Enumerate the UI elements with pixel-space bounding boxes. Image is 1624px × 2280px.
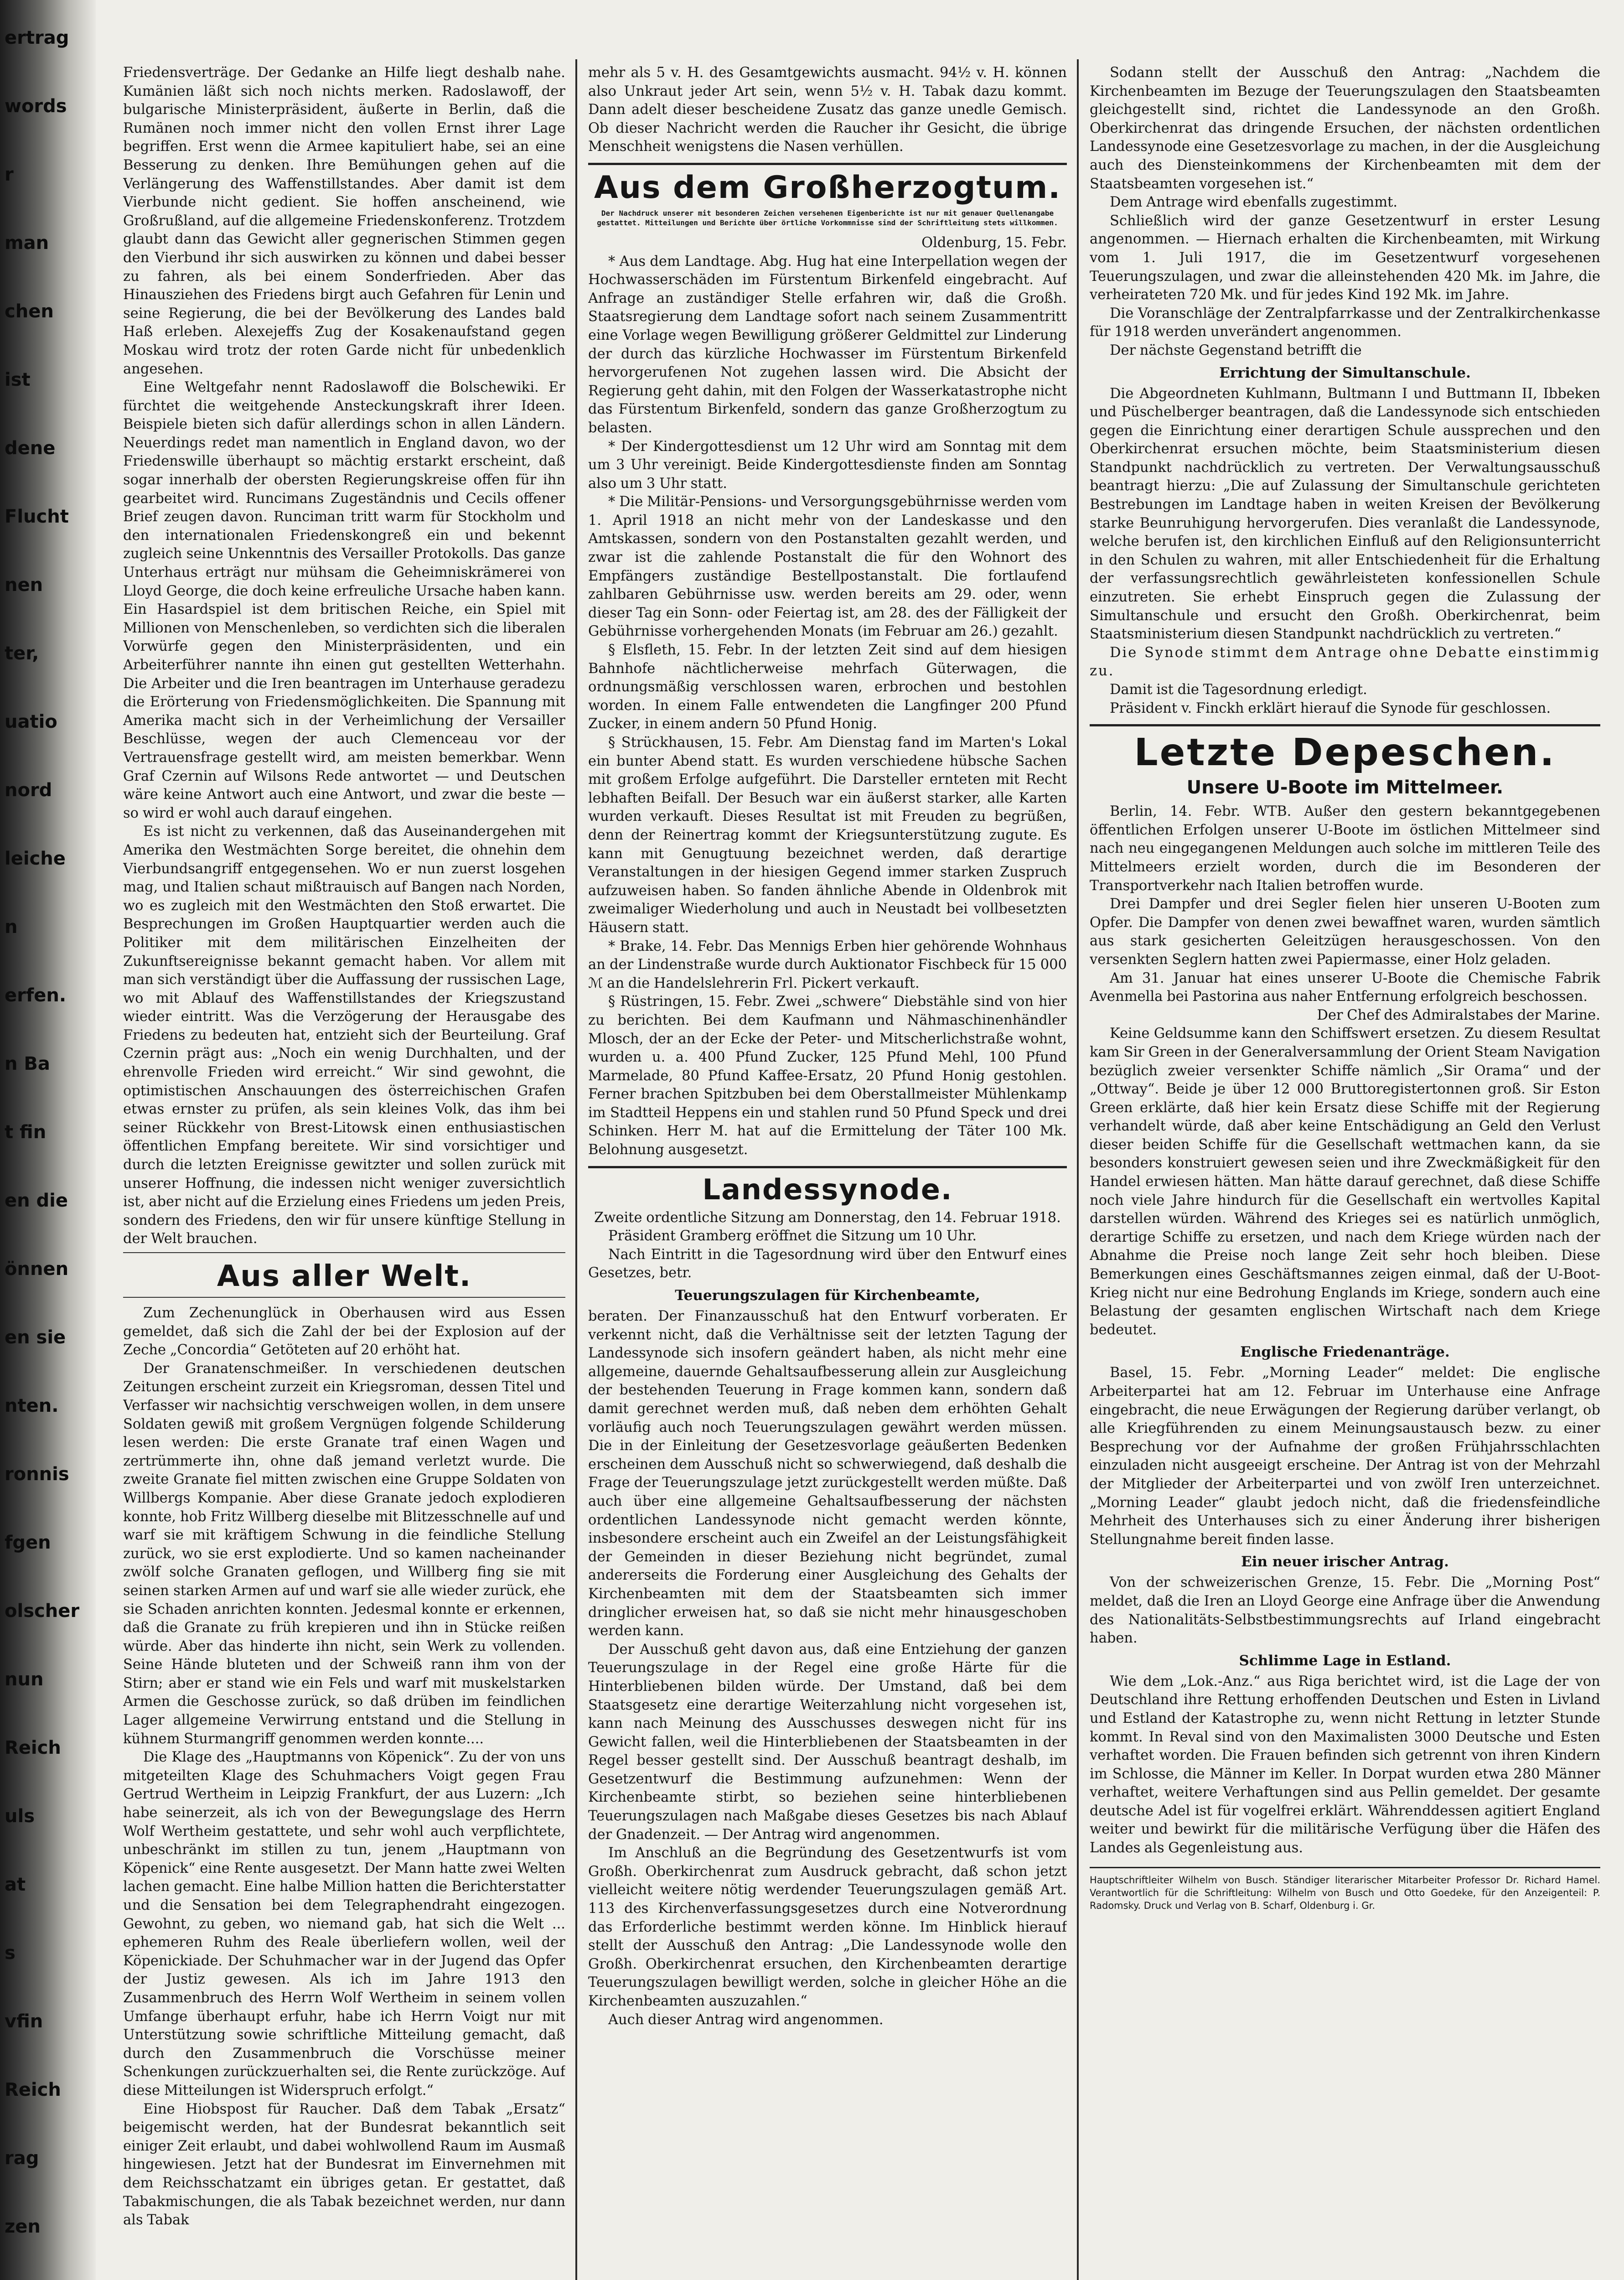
article-paragraph: Keine Geldsumme kann den Schiffswert ersetzen. Zu diesem Resultat kam Sir Green in der Generalversammlung der Orient Steam Navigation bezüglich zweier versenkter Schiffe nämlich „Sir Orama“ und der „Ottway“. Beide je über 12 000 Bruttoregistertonnen groß. Sir Eston Green erklärte, daß hier kein Ersatz diese Schiffe mit der Regierung verhandelt würde, daß aber keine Entschädigung an Geld den Verlust dieser beiden Schiffe für die Gesellschaft wettmachen kann, da sie besonders konstruiert gewesen seien und ihre Zweckmäßigkeit für den Handel erwiesen hätten. Man hätte darauf gerechnet, daß diese Schiffe noch viele Jahre hindurch für die Gesellschaft ein wertvolles Kapital darstellen würden. Während des Krieges sei es natürlich unmöglich, derartige Schiffe zu ersetzen, und nach dem Kriege würden nach der Abnahme die Preise noch lange Zeit sehr hoch bleiben. Diese Bemerkungen eines Geschäftsmannes zeigen einmal, daß der U-Boot-Krieg nicht nur eine Bedrohung Englands im Kriege, sondern auch eine Belastung der gesamten englischen Wirtschaft nach dem Kriege bedeutet.: [1090, 1026, 1600, 1338]
gutter-word: at: [5, 1874, 26, 1895]
article-paragraph: Es ist nicht zu verkennen, daß das Auseinandergehen mit Amerika den Westmächten Sorge bereitet, die ohnehin dem Vierbundsangriff entgegensehen. Wo er nun zuerst losgehen mag, und Italien schaut mißtrauisch auf Bangen nach Norden, wo es zugleich mit den Westmächten den Stoß erwartet. Die Besprechungen im Großen Hauptquartier werden auch die Politiker mit dem militärischen Einzelheiten der Zukunftsereignisse bekannt gemacht haben. Vor allem mit man sich verständigt über die Auffassung der russischen Lage, wo mit Ablauf des Waffenstillstandes der Kriegszustand wieder eintritt. Was die Verzögerung der Herausgabe des Friedens zu bedeuten hat, entzieht sich der Beurteilung. Graf Czernin prägt aus: „Noch ein wenig Durchhalten, und der ehrenvolle Frieden wird erreicht.“ Wir sind gewohnt, die optimistischen Anschauungen des österreichischen Grafen etwas ernster zu prüfen, als sein kleines Volk, das ihm bei seiner Rückkehr von Brest-Litowsk einen enthusiastischen öffentlichen Empfang bereitete. Wir sind vorsichtiger und durch die letzten Ereignisse gewitzter und sollen zurück mit unserer Hoffnung, die indessen nicht weniger zuversichtlich ist, aber nicht auf die Erzielung eines Friedens um jeden Preis, sondern des Friedens, den wir für unsere künftige Stellung in der Welt brauchen.: [123, 824, 565, 1247]
article-paragraph: Wie dem „Lok.-Anz.“ aus Riga berichtet wird, ist die Lage der von Deutschland ihre Rettung erhoffenden Deutschen und Esten in Livland und Estland der Katastrophe zu, wenn nicht Rettung in letzter Stunde kommt. In Reval sind von den Maximalisten 3000 Deutsche und Esten verhaftet worden. Die Frauen befinden sich getrennt von ihren Kindern im Schlosse, die Männer im Keller. In Dorpat wurden etwa 280 Männer verhaftet, weitere Verhaftungen sind aus Pellin gemeldet. Der gesamte deutsche Adel ist für vogelfrei erklärt. Währenddessen agitiert England weiter und bewirkt für die militärische Verfügung über die Häfen des Landes als Gegenleistung aus.: [1090, 1673, 1600, 1856]
section-divider: [123, 1297, 565, 1298]
gutter-word: önnen: [5, 1259, 69, 1280]
article-paragraph: * Aus dem Landtage. Abg. Hug hat eine Interpellation wegen der Hochwasserschäden im Fürstentum Birkenfeld eingebracht. Auf Anfrage an zuständiger Stelle erfahren wir, daß die Großh. Staatsregierung dem Landtage sofort nach seinem Zusammentritt eine Vorlage wegen Bewilligung größerer Geldmittel zur Linderung der durch das kürzliche Hochwasser im Fürstentum Birkenfeld hervorgerufenen Not zugehen lassen wird. Die Absicht der Regierung geht dahin, mit den Folgen der Wasserkatastrophe nicht das Fürstentum Birkenfeld, sondern das ganze Großherzogtum zu belasten.: [588, 253, 1067, 436]
column-rule-1: [575, 59, 577, 2280]
gutter-word: olscher: [5, 1601, 80, 1622]
session-subtitle: Zweite ordentliche Sitzung am Donnerstag, den 14. Februar 1918.: [594, 1209, 1061, 1226]
gutter-word: fgen: [5, 1532, 51, 1553]
agenda-item-heading: Errichtung der Simultanschule.: [1219, 364, 1471, 381]
article-paragraph: * Die Militär-Pensions- und Versorgungsgebührnisse werden vom 1. April 1918 an nicht mehr von der Landeskasse und den Amtskassen, sondern von den Postanstalten gezahlt werden, und zwar ist die zahlende Postanstalt die für den Wohnort des Empfängers zuständige Bestellpostanstalt. Die fortlaufend zahlbaren Gebührnisse usw. werden bereits am 29. oder, wenn dieser Tag ein Sonn- oder Feiertag ist, am 28. des der Fälligkeit der Gebührnisse vorhergehenden Monats (im Februar am 26.) gezahlt.: [588, 494, 1067, 640]
gutter-word: ertrag: [5, 27, 69, 48]
news-item-heading: Englische Friedenanträge.: [1240, 1344, 1450, 1361]
section-divider: [588, 1166, 1067, 1168]
section-heading-landessynode: Landessynode.: [702, 1172, 953, 1206]
gutter-word: nten.: [5, 1395, 59, 1416]
reprint-notice: Der Nachdruck unserer mit besonderen Zeichen versehenen Eigenberichte ist nur mit genauer Quellenangabe gestattet. Mitteilungen und Berichte über örtliche Vorkommnisse sind der Schriftleitung stets willkommen.: [597, 208, 1058, 227]
article-paragraph: Berlin, 14. Febr. WTB. Außer den gestern bekanntgegebenen öffentlichen Erfolgen unserer U-Boote im östlichen Mittelmeer sind nach neu eingegangenen Meldungen auch solche im mittleren Teile des Mittelmeers erzielt worden, durch die im Besonderen der Transportverkehr nach Italien betroffen wurde.: [1090, 803, 1600, 894]
article-paragraph: § Elsfleth, 15. Febr. In der letzten Zeit sind auf dem hiesigen Bahnhofe nächtlicherweise mehrfach Güterwagen, die ordnungsmäßig verschlossen waren, erbrochen und bestohlen worden. In einem Falle entwendeten die Langfinger 200 Pfund Zucker, in einem andern 50 Pfund Honig.: [588, 642, 1067, 732]
gutter-word: rag: [5, 2148, 39, 2169]
gutter-word: nun: [5, 1669, 44, 1690]
gutter-word: uatio: [5, 711, 57, 732]
article-paragraph: Der Granatenschmeißer. In verschiedenen deutschen Zeitungen erscheint zurzeit ein Kriegsroman, dessen Titel und Verfasser wir nachsichtig verschweigen wollen, in dem unsere Soldaten gewiß mit großem Vergnügen folgende Schilderung lesen werden: Die erste Granate traf einen Wagen und zertrümmerte ihn, ohne daß jemand verletzt wurde. Die zweite Granate fiel mitten zwischen eine Gruppe Soldaten von Willbergs Kompanie. Aber diese Granate jedoch explodieren konnte, hob Fritz Willberg dieselbe mit Blitzesschnelle auf und warf sie mit kräftigem Schwung in die feindliche Stellung zurück, wo sie erst explodierte. Und so kamen nacheinander zwölf solche Granaten geflogen, und Willberg fing sie mit seinen starken Armen auf und warf sie alle wieder zurück, ehe sie Schaden anrichten konnten. Jedesmal konnte er erkennen, daß die Granate zu früh krepieren und ihn in Stücke reißen würde. Aber das hinderte ihn nicht, sein Werk zu vollenden. Seine Hände bluteten und der Schweiß rann ihm von der Stirn; aber er stand wie ein Fels und warf mit muskelstarken Armen die Geschosse zurück, so daß drüben im feindlichen Lager allgemeine Verwirrung entstand und die Stellung in kühnem Sturmangriff genommen werden konnte....: [123, 1360, 565, 1747]
gutter-word: zen: [5, 2216, 41, 2237]
article-paragraph: Am 31. Januar hat eines unserer U-Boote die Chemische Fabrik Avenmella bei Pastorina aus naher Entfernung erfolgreich beschossen.: [1090, 970, 1600, 1005]
dateline: Oldenburg, 15. Febr.: [921, 234, 1067, 251]
article-paragraph: * Der Kindergottesdienst um 12 Uhr wird am Sonntag mit dem um 3 Uhr vereinigt. Beide Kindergottesdienste finden am Sonntag also um 3 Uhr statt.: [588, 438, 1067, 492]
article-paragraph: Eine Hiobspost für Raucher. Daß dem Tabak „Ersatz“ beigemischt werden, hat der Bundesrat bekanntlich seit einiger Zeit erlaubt, und dabei wohlwollend Raum im Ausmaß hingewiesen. Jetzt hat der Bundesrat im Einvernehmen mit dem Reichsschatzamt ein übriges getan. Er gestattet, daß Tabakmischungen, die als Tabak bezeichnet werden, nur dann als Tabak: [123, 2101, 565, 2228]
gutter-word: Reich: [5, 2079, 61, 2100]
article-paragraph: mehr als 5 v. H. des Gesamtgewichts ausmacht. 94½ v. H. können also Unkraut jeder Art sein, wenn 5½ v. H. Tabak dazu kommt. Dann adelt dieser bescheidene Zusatz das ganze unedle Gemisch. Ob dieser Nachricht werden die Raucher ihr Gesicht, die übrige Menschheit wenigstens die Nasen verhüllen.: [588, 65, 1067, 155]
gutter-word: erfen.: [5, 985, 67, 1006]
column-1: [123, 64, 565, 2280]
gutter-word: Reich: [5, 1737, 61, 1758]
article-paragraph: Die Klage des „Hauptmanns von Köpenick“. Zu der von uns mitgeteilten Klage des Schuhmachers Voigt gegen Frau Gertrud Wertheim in Leipzig Frankfurt, der aus Luzern: „Ich habe seinerzeit, als ich von der Bewegungslage des Herrn Wolf Wertheim gestattete, und sehr wohl auch verpflichtete, unbeschränkt im stillen zu tun, jenem „Hauptmann von Köpenick“ eine Rente ausgesetzt. Der Mann hatte zwei Welten lachen gemacht. Eine halbe Million hatten die Berichterstatter und die Sensation bei dem Telegraphendraht eingezogen. Gewohnt, zu geben, wo niemand gab, hat sich die Welt ... ephemeren Ruhm des Reale überliefern wollen, weil der Köpenickiade. Der Schuhmacher war in der Jugend das Opfer der Justiz gewesen. Als ich im Jahre 1913 den Zusammenbruch des Herrn Wolf Wertheim in seinem vollen Umfange überhaupt erfuhr, habe ich Herrn Voigt nur mit Unterstützung sowie schriftliche Mitteilung gemacht, daß durch den Zusammenbruch die Vorschüsse meiner Schenkungen zurückzuerhalten sei, die Rente zurückzöge. Auf diese Mitteilungen ist Widerspruch erfolgt.“: [123, 1749, 565, 2099]
article-paragraph: Präsident Gramberg eröffnet die Sitzung um 10 Uhr.: [608, 1228, 977, 1244]
article-paragraph: Eine Weltgefahr nennt Radoslawoff die Bolschewiki. Er fürchtet die weitgehende Ansteckungskraft ihrer Ideen. Beispiele bieten sich dafür allerdings schon in allen Ländern. Neuerdings redet man namentlich in England davon, wo der Friedenswille überhaupt so mächtig erstarkt erscheint, daß sogar innerhalb der obersten Regierungskreise offen für ihn gearbeitet wird. Runcimans Zugeständnis und Cecils offener Brief zeugen davon. Runciman tritt warm für Stockholm und den internationalen Friedenskongreß ein und bekennt zugleich seine Unkenntnis des Versailler Protokolls. Das ganze Unterhaus erträgt nur mühsam die Geheimniskrämerei von Lloyd George, die doch keine erfreuliche Ursache haben kann. Ein Hasardspiel ist dem britischen Reiche, ein Spiel mit Millionen von Menschenleben, so verdichten sich die liberalen Vorwürfe gegen den Ministerpräsidenten, und ein Arbeiterführer nannte ihn einen gut gestellten Wetterhahn. Die Arbeiter und die Iren beantragen im Unterhause geradezu die Erörterung von Friedensmöglichkeiten. Die Spannung mit Amerika macht sich in der Verheimlichung der Versailler Beschlüsse, wegen der auch Clemenceau vor der Vertrauensfrage gestellt wird, am meisten bemerkbar. Wenn Graf Czernin auf Wilsons Rede antwortet — und Deutschen wäre keine Antwort auch eine Antwort, und zwar die beste — so wird er wohl auch darauf eingehen.: [123, 379, 565, 821]
agenda-item-heading: Teuerungszulagen für Kirchenbeamte,: [675, 1287, 980, 1304]
article-paragraph: Schließlich wird der ganze Gesetzentwurf in erster Lesung angenommen. — Hiernach erhalten die Kirchenbeamten, mit Wirkung vom 1. Juli 1917, die im Gesetzentwurf vorgesehenen Teuerungszulagen, und zwar die alleinstehenden 420 Mk. im Jahre, die verheirateten 720 Mk. und für jedes Kind 192 Mk. im Jahre.: [1090, 212, 1600, 303]
gutter-word: ter,: [5, 643, 39, 664]
gutter-word: n: [5, 917, 18, 938]
article-paragraph: beraten. Der Finanzausschuß hat den Entwurf vorberaten. Er verkennt nicht, daß die Verhältnisse seit der letzten Tagung der Landessynode sich insofern geändert haben, als nicht mehr eine allgemeine, dauernde Gehaltsaufbesserung allein zur Ausgleichung der bestehenden Teuerung in Frage kommen kann, sondern daß damit gerechnet werden muß, daß neben dem erhöhten Gehalt vorläufig auch noch Teuerungszulagen gewährt werden müssen. Die in der Einleitung der Gesetzesvorlage geäußerten Bedenken erscheinen dem Ausschuß nicht so schwerwiegend, daß deshalb die Frage der Teuerungszulage jetzt zurückgestellt werden müßte. Daß auch über eine allgemeine Gehaltsaufbesserung der nächsten ordentlichen Landessynode nicht gemacht werden könnte, insbesondere erscheint auch ein Zweifel an der Leistungsfähigkeit der Gemeinden in dieser Beziehung nicht begründet, zumal andererseits die Forderung einer Ausgleichung des Gehalts der Kirchenbeamten mit dem der Staatsbeamten sich immer dringlicher erweisen hat, so daß sie nicht mehr hinausgeschoben werden kann.: [588, 1308, 1067, 1639]
article-paragraph: Der nächste Gegenstand betrifft die: [1110, 342, 1362, 358]
article-paragraph: Die Voranschläge der Zentralpfarrkasse und der Zentralkirchenkasse für 1918 werden unverändert angenommen.: [1090, 305, 1600, 340]
article-paragraph: Im Anschluß an die Begründung des Gesetzentwurfs ist vom Großh. Oberkirchenrat zum Ausdruck gebracht, daß schon jetzt vielleicht weitere nötig werdender Teuerungszulagen gemäß Art. 113 des Kirchenverfassungsgesetzes durch eine Notverordnung das Erforderliche bestimmt werden könne. Im Hinblick hierauf stellt der Ausschuß den Antrag: „Die Landessynode wolle den Großh. Oberkirchenrat ersuchen, den Kirchenbeamten derartige Teuerungszulagen bewilligt werden, solche in gleicher Höhe an die Kirchenbeamten auszuzahlen.“: [588, 1845, 1067, 2009]
gutter-word: leiche: [5, 848, 66, 869]
article-paragraph: Die Abgeordneten Kuhlmann, Bultmann I und Buttmann II, Ibbeken und Püschelberger beantragen, daß die Landessynode sich entschieden gegen die Einrichtung einer derartigen Schule aussprechen und den Oberkirchenrat ersuchen möchte, beim Staatsministerium diesen Standpunkt nachdrücklich zu vertreten. Der Verwaltungsausschuß beantragt hierzu: „Die auf Zulassung der Simultanschule gerichteten Bestrebungen im Landtage haben in weiten Kreisen der Bevölkerung starke Beunruhigung hervorgerufen. Dies veranlaßt die Landessynode, welche berufen ist, den kirchlichen Einfluß auf den Religionsunterricht in den Schulen zu wahren, mit aller Entschiedenheit für die Erhaltung der verfassungsrechtlich gewährleisteten konfessionellen Schule einzutreten. Sie erhebt Einspruch gegen die Zulassung der Simultanschule und ersucht den Großh. Oberkirchenrat, beim Staatsministerium diesen Standpunkt nachdrücklich zu vertreten.“: [1090, 385, 1600, 643]
section-heading-aus-aller-welt: Aus aller Welt.: [217, 1259, 472, 1293]
section-divider: [588, 163, 1067, 165]
column-3: [1090, 64, 1600, 2280]
gutter-text-fragments: [5, 27, 91, 2280]
article-paragraph: Präsident v. Finckh erklärt hierauf die Synode für geschlossen.: [1110, 700, 1551, 716]
article-paragraph: * Brake, 14. Febr. Das Mennigs Erben hier gehörende Wohnhaus an der Lindenstraße wurde durch Auktionator Fischbeck für 15 000 ℳ an die Handelslehrerin Frl. Pickert verkauft.: [588, 938, 1067, 991]
gutter-word: nen: [5, 575, 43, 596]
gutter-word: nord: [5, 780, 52, 801]
article-paragraph: Drei Dampfer und drei Segler fielen hier unseren U-Booten zum Opfer. Die Dampfer von denen zwei bewaffnet waren, wurden sämtlich aus stark gesicherten Geleitzügen herausgeschossen. Von den versenkten Seglern hatten zwei Papiermasse, einer Holz geladen.: [1090, 896, 1600, 968]
gutter-word: ronnis: [5, 1464, 69, 1485]
article-paragraph: Die Synode stimmt dem Antrage ohne Debatte einstimmig zu.: [1090, 644, 1600, 679]
article-paragraph: Dem Antrage wird ebenfalls zugestimmt.: [1110, 194, 1398, 211]
gutter-word: vfin: [5, 2011, 43, 2032]
article-paragraph: Damit ist die Tagesordnung erledigt.: [1110, 682, 1367, 698]
article-paragraph: § Rüstringen, 15. Febr. Zwei „schwere“ Diebstähle sind von hier zu berichten. Bei dem Kaufmann und Nähmaschinenhändler Mlosch, der an der Ecke der Peter- und Mitscherlichstraße wohnt, wurden u. a. 400 Pfund Zucker, 125 Pfund Mehl, 100 Pfund Marmelade, 80 Pfund Kaffee-Ersatz, 20 Pfund Honig gestohlen. Ferner brachen Spitzbuben bei dem Oberstallmeister Mühlenkamp im Stadtteil Heppens ein und stahlen rund 50 Pfund Speck und drei Schinken. Herr M. hat auf die Ermittelung der Täter 100 Mk. Belohnung ausgesetzt.: [588, 994, 1067, 1158]
gutter-word: chen: [5, 301, 54, 322]
gutter-word: s: [5, 1943, 16, 1964]
news-item-heading: Ein neuer irischer Antrag.: [1241, 1554, 1449, 1570]
section-heading-grossherzogtum: Aus dem Großherzogtum.: [594, 169, 1061, 206]
signature-line: Der Chef des Admiralstabes der Marine.: [1317, 1007, 1600, 1023]
gutter-word: en sie: [5, 1327, 66, 1348]
section-heading-letzte-depeschen: Letzte Depeschen.: [1134, 731, 1556, 775]
gutter-word: n Ba: [5, 1053, 50, 1074]
gutter-word: uls: [5, 1806, 35, 1827]
gutter-word: t fin: [5, 1122, 47, 1143]
section-divider: [123, 1252, 565, 1253]
article-paragraph: Basel, 15. Febr. „Morning Leader“ meldet: Die englische Arbeiterpartei hat am 12. Februar im Unterhause eine Anfrage eingebracht, die neue Erwägungen der Regierung darüber verlangt, ob alle Kriegführenden zu einem Meinungsaustausch bezw. zu einer Besprechung vor der Aufnahme der großen Frühjahrsschlachten einzuladen nicht ausgeeigt erscheine. Der Antrag ist von der Mehrzahl der Mitglieder der Arbeiterpartei und von zwölf Iren unterzeichnet. „Morning Leader“ glaubt jedoch nicht, daß die friedensfeindliche Mehrheit des Unterhauses sich zu einer Änderung ihrer bisherigen Stellungnahme bereit finden lasse.: [1090, 1365, 1600, 1548]
gutter-word: words: [5, 96, 67, 117]
section-divider: [1090, 724, 1600, 726]
imprint-credits: Hauptschriftleiter Wilhelm von Busch. Ständiger literarischer Mitarbeiter Professor Dr. Richard Hamel. Verantwortlich für die Schriftleitung: Wilhelm von Busch und Otto Goedeke, für den Anzeigenteil: P. Radomsky. Druck und Verlag von B. Scharf, Oldenburg i. Gr.: [1090, 1867, 1600, 1912]
gutter-word: Flucht: [5, 506, 69, 527]
gutter-word: dene: [5, 438, 56, 459]
article-paragraph: Friedensverträge. Der Gedanke an Hilfe liegt deshalb nahe. Kumänien läßt sich noch nichts merken. Radoslawoff, der bulgarische Ministerpräsident, äußerte in Berlin, daß die Rumänen noch immer nicht den vollen Ernst ihrer Lage begriffen. Erst wenn die Armee kapituliert habe, sei an eine Besserung zu denken. Ihre Bemühungen gehen auf die Verlängerung des Waffenstillstandes. Aber damit ist dem Vierbunde nicht gedient. Sie hoffen anscheinend, wie Großrußland, auf die allgemeine Friedenskonferenz. Trotzdem glaubt dann das Gewicht aller gegnerischen Stimmen gegen den Vierbund ihr sich auswirken zu können und dabei besser zu fahren, als bei einem Sonderfrieden. Aber das Hinausziehen des Friedens birgt auch Gefahren für Lenin und seine Regierung, die bei der Bevölkerung des Landes bald Haß erleben. Alexejeffs Zug der Kosakenaufstand gegen Moskau wird trotz der roten Garde nicht für unbedenklich angesehen.: [123, 65, 565, 377]
news-item-heading: Schlimme Lage in Estland.: [1239, 1652, 1451, 1669]
column-rule-2: [1077, 59, 1079, 2280]
subheading-u-boote: Unsere U-Boote im Mittelmeer.: [1186, 777, 1504, 798]
gutter-word: ist: [5, 369, 31, 390]
article-paragraph: Zum Zechenunglück in Oberhausen wird aus Essen gemeldet, daß sich die Zahl der bei der Explosion auf der Zeche „Concordia“ Getöteten auf 20 erhöht hat.: [123, 1305, 565, 1358]
article-paragraph: Der Ausschuß geht davon aus, daß eine Entziehung der ganzen Teuerungszulage in der Regel eine große Härte für die Hinterbliebenen bilden würde. Der Umstand, daß bei dem Staatsgesetz eine derartige Weiterzahlung nicht vorgesehen ist, kann nach Meinung des Ausschusses deswegen nicht für ins Gewicht fallen, weil die Hinterbliebenen der Staatsbeamten in der Regel besser gestellt sind. Der Ausschuß beantragt deshalb, im Gesetzentwurf die Bestimmung aufzunehmen: Wenn der Kirchenbeamte stirbt, so beziehen seine hinterbliebenen Teuerungszulagen nach Maßgabe dieses Gesetzes bis nach Ablauf der Gnadenzeit. — Der Antrag wird angenommen.: [588, 1641, 1067, 1843]
column-2: [588, 64, 1067, 2280]
article-paragraph: § Strückhausen, 15. Febr. Am Dienstag fand im Marten's Lokal ein bunter Abend statt. Es wurden verschiedene hübsche Sachen mit großem Erfolge aufgeführt. Die Darsteller ernteten mit Recht lebhaften Beifall. Der Besuch war ein äußerst starker, alle Karten wurden verkauft. Dieses Resultat ist mit Freuden zu begrüßen, denn der Reinertrag kommt der Kriegsunterstützung zugute. Es kann mit Genugtuung bezeichnet werden, daß derartige Veranstaltungen in der hiesigen Gegend immer starken Zuspruch aufzuweisen haben. So fanden ähnliche Abende in Oldenbrok mit zweimaliger Wiederholung und auch in Neustadt bei vollbesetzten Häusern statt.: [588, 735, 1067, 936]
article-paragraph: Auch dieser Antrag wird angenommen.: [608, 2011, 884, 2028]
article-paragraph: Von der schweizerischen Grenze, 15. Febr. Die „Morning Post“ meldet, daß die Iren an Lloyd George eine Anfrage über die Anwendung des Nationalitäts-Selbstbestimmungsrechts auf Irland eingebracht haben.: [1090, 1575, 1600, 1647]
gutter-word: man: [5, 233, 49, 254]
article-paragraph: Sodann stellt der Ausschuß den Antrag: „Nachdem die Kirchenbeamten im Bezuge der Teuerungszulagen den Staatsbeamten gleichgestellt sind, richtet die Landessynode an den Großh. Oberkirchenrat das dringende Ersuchen, der nächsten ordentlichen Landessynode eine Gesetzesvorlage zu machen, in der die Ausgleichung auch des Diensteinkommens der Kirchenbeamten mit dem der Staatsbeamten vorgesehen ist.“: [1090, 65, 1600, 192]
gutter-word: en die: [5, 1190, 68, 1211]
article-paragraph: Nach Eintritt in die Tagesordnung wird über den Entwurf eines Gesetzes, betr.: [588, 1246, 1067, 1281]
left-gutter-bleed: [0, 0, 96, 2280]
gutter-word: r: [5, 164, 14, 185]
